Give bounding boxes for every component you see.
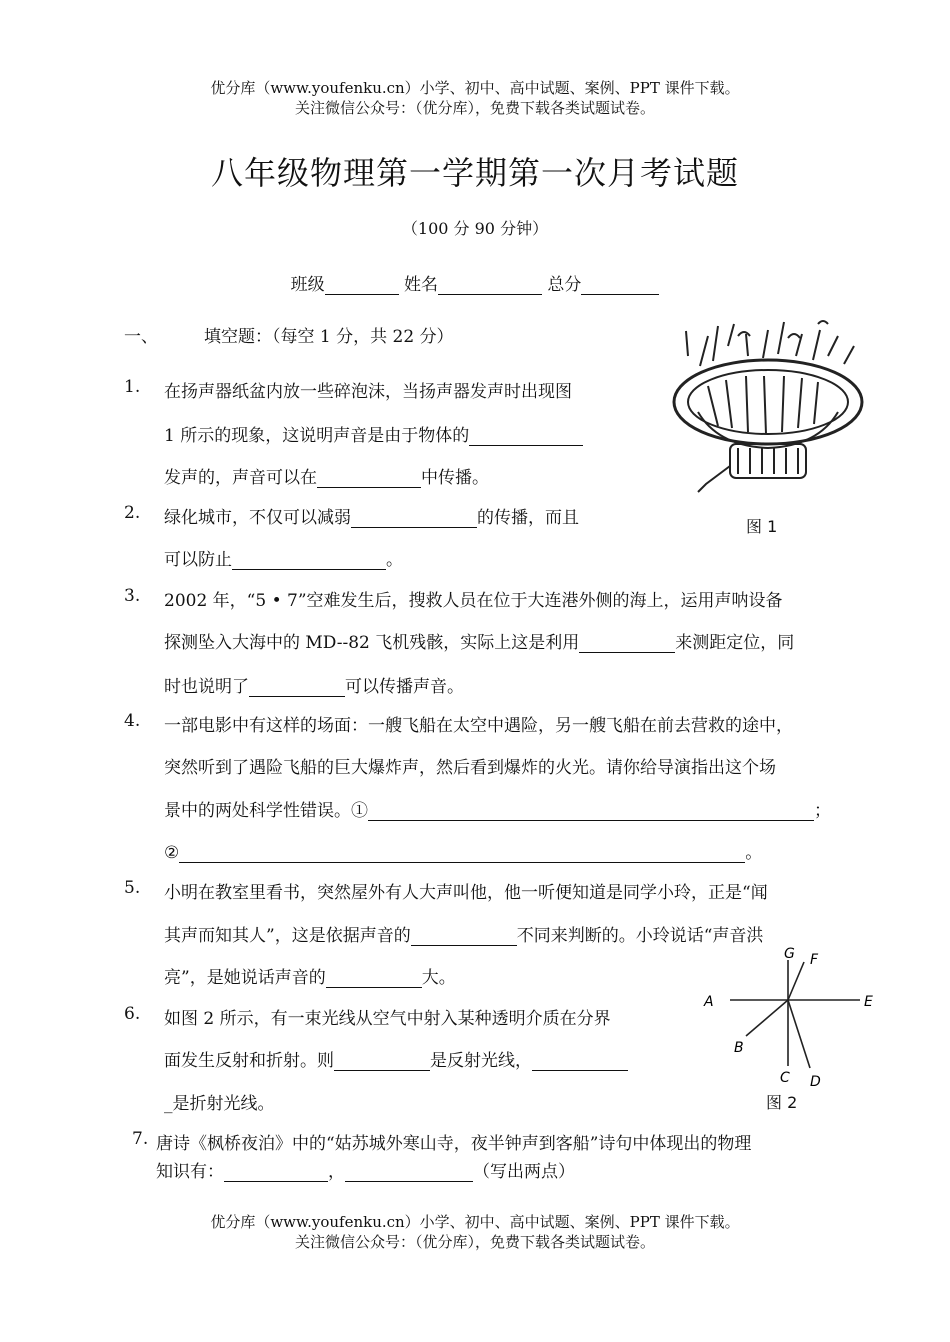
q6-text-2a: 面发生反射和折射。则 — [164, 1051, 334, 1071]
q4-line-4 — [164, 838, 762, 863]
q4-line-1: 一部电影中有这样的场面：一艘飞船在太空中遇险，另一艘飞船在前去营救的途中， — [164, 716, 793, 736]
q6-blank-2[interactable] — [532, 1052, 628, 1071]
class-label: 班级 — [290, 275, 325, 295]
figure-2-ray-diagram — [700, 944, 890, 1114]
q4-line-3 — [164, 796, 831, 821]
exam-subtitle: （100 分 90 分钟） — [401, 219, 549, 238]
q6-line-1: 如图 2 所示，有一束光线从空气中射入某种透明介质在分界 — [164, 1009, 611, 1029]
q3-blank-1[interactable] — [579, 634, 675, 653]
q3-text-2b: 来测距定位，同 — [675, 633, 795, 653]
q1-blank-1[interactable] — [469, 427, 583, 446]
student-info-row — [0, 270, 950, 295]
name-blank[interactable] — [438, 276, 542, 295]
label-a: A — [704, 994, 714, 1010]
figure-2-caption: 图 2 — [766, 1093, 798, 1112]
q7-line-2 — [156, 1157, 575, 1182]
q2-blank-2[interactable] — [232, 551, 386, 570]
q4-blank-1[interactable] — [368, 802, 814, 821]
q2-line-2 — [164, 545, 403, 570]
q5-text-3b: 大。 — [421, 968, 456, 988]
header-line-1: 优分库（www.youfenku.cn）小学、初中、高中试题、案例、PPT 课件下载。 — [210, 79, 740, 97]
q3-text-3b: 可以传播声音。 — [345, 677, 464, 697]
q4-line-2: 突然听到了遇险飞船的巨大爆炸声，然后看到爆炸的火光。请你给导演指出这个场 — [164, 758, 776, 778]
label-g: G — [784, 946, 795, 962]
ray-f — [788, 962, 804, 1000]
q5-text-2b: 不同来判断的。小玲说话“声音洪 — [516, 926, 764, 946]
q3-blank-2[interactable] — [249, 678, 345, 697]
q2-text-1b: 的传播，而且 — [477, 508, 579, 528]
figure-1-loudspeaker — [668, 316, 868, 498]
ray-d — [788, 1000, 810, 1068]
q2-text-2b: 。 — [386, 550, 403, 570]
q4-blank-2[interactable] — [179, 844, 745, 863]
q7-blank-2[interactable] — [345, 1163, 473, 1182]
label-d: D — [810, 1074, 821, 1090]
q4-text-3a: 景中的两处科学性错误。① — [164, 801, 368, 821]
q7-blank-1[interactable] — [224, 1163, 328, 1182]
ray-b — [746, 1000, 788, 1036]
q5-blank-2[interactable] — [326, 969, 422, 988]
figure-1-caption: 图 1 — [746, 517, 778, 536]
q1-line-2 — [164, 421, 583, 446]
footer-line-2: 关注微信公众号：（优分库），免费下载各类试题试卷。 — [294, 1233, 655, 1251]
name-label: 姓名 — [404, 275, 438, 295]
q5-text-3a: 亮”，是她说话声音的 — [164, 968, 326, 988]
q6-blank-1[interactable] — [334, 1052, 430, 1071]
q6-line-2 — [164, 1046, 628, 1071]
section-number: 一、 — [124, 327, 158, 347]
q7-line-1: 唐诗《枫桥夜泊》中的“姑苏城外寒山寺，夜半钟声到客船”诗句中体现出的物理 — [156, 1134, 752, 1154]
footer-line-1: 优分库（www.youfenku.cn）小学、初中、高中试题、案例、PPT 课件下载。 — [210, 1213, 740, 1231]
q6-number: 6. — [124, 1004, 141, 1024]
label-e: E — [864, 994, 873, 1010]
label-c: C — [780, 1070, 790, 1086]
q4-number: 4. — [124, 711, 141, 731]
q1-text-3b: 中传播。 — [421, 468, 489, 488]
q1-text-2a: 1 所示的现象，这说明声音是由于物体的 — [164, 426, 470, 446]
q5-blank-1[interactable] — [411, 927, 517, 946]
q5-line-3 — [164, 963, 456, 988]
q5-line-2 — [164, 921, 763, 946]
q3-text-3a: 时也说明了 — [164, 677, 249, 697]
q1-number: 1. — [124, 377, 141, 397]
q6-line-3: _是折射光线。 — [164, 1094, 275, 1114]
q1-line-3 — [164, 463, 489, 488]
q3-line-2 — [164, 628, 794, 653]
q7-text-2a: 知识有： — [156, 1162, 224, 1182]
q3-number: 3. — [124, 586, 141, 606]
q6-text-2b: 是反射光线， — [430, 1051, 532, 1071]
q2-line-1 — [164, 503, 579, 528]
q1-text-3a: 发声的，声音可以在 — [164, 468, 317, 488]
q4-text-3b: ； — [814, 801, 831, 821]
q5-text-2a: 其声而知其人”，这是依据声音的 — [164, 926, 411, 946]
header-line-2: 关注微信公众号：（优分库），免费下载各类试题试卷。 — [294, 99, 655, 117]
label-f: F — [810, 952, 819, 968]
q1-line-1: 在扬声器纸盆内放一些碎泡沫，当扬声器发声时出现图 — [164, 382, 572, 402]
q3-line-1: 2002 年，“5 • 7”空难发生后，搜救人员在位于大连港外侧的海上，运用声呐设备 — [164, 591, 783, 611]
exam-title: 八年级物理第一学期第一次月考试题 — [210, 154, 739, 192]
section-title: 填空题：（每空 1 分，共 22 分） — [204, 327, 454, 347]
q5-line-1: 小明在教室里看书，突然屋外有人大声叫他，他一听便知道是同学小玲，正是“闻 — [164, 883, 768, 903]
q4-text-4a: ② — [164, 843, 180, 863]
class-blank[interactable] — [325, 276, 399, 295]
q2-blank-1[interactable] — [351, 509, 477, 528]
q2-text-2a: 可以防止 — [164, 550, 232, 570]
q3-line-3 — [164, 672, 464, 697]
q1-blank-2[interactable] — [317, 469, 421, 488]
q7-text-2b: ， — [328, 1162, 345, 1182]
label-b: B — [734, 1040, 744, 1056]
q7-number: 7. — [132, 1129, 149, 1149]
q3-text-2a: 探测坠入大海中的 MD--82 飞机残骸，实际上这是利用 — [164, 633, 580, 653]
q2-number: 2. — [124, 503, 141, 523]
q5-number: 5. — [124, 878, 141, 898]
total-blank[interactable] — [581, 276, 659, 295]
q2-text-1a: 绿化城市，不仅可以减弱 — [164, 508, 351, 528]
q7-text-2c: （写出两点） — [473, 1162, 575, 1182]
q4-text-4b: 。 — [745, 843, 763, 863]
total-label: 总分 — [547, 275, 582, 295]
